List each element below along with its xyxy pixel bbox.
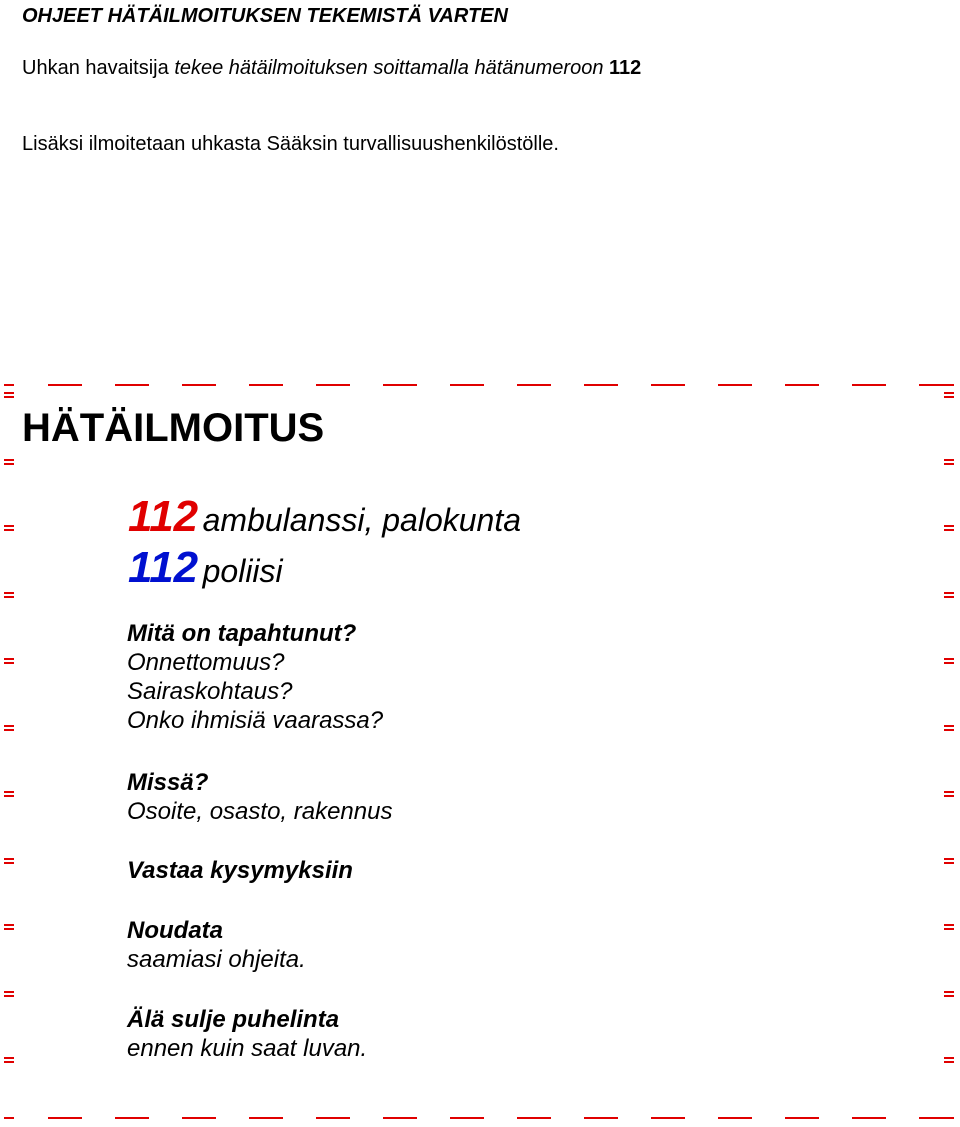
section-answer: Sairaskohtaus? <box>127 678 293 705</box>
frame-bottom-dash <box>785 1117 819 1119</box>
frame-bottom-dash <box>852 1117 886 1119</box>
emergency-number-blue: 112 <box>128 543 199 592</box>
frame-left-tick <box>4 791 14 793</box>
frame-right-tick <box>944 396 954 398</box>
frame-top-dash <box>249 384 283 386</box>
frame-bottom-dash <box>383 1117 417 1119</box>
frame-bottom-dash <box>584 1117 618 1119</box>
frame-left-tick <box>4 463 14 465</box>
section-question: Noudata <box>127 917 223 944</box>
section-question: Älä sulje puhelinta <box>127 1006 340 1033</box>
frame-right-tick <box>944 858 954 860</box>
frame-top-dash <box>316 384 350 386</box>
frame-right-tick <box>944 991 954 993</box>
frame-bottom-dash <box>249 1117 283 1119</box>
intro-text-italic: tekee hätäilmoituksen soittamalla hätänumeroon <box>174 57 610 79</box>
frame-right-tick <box>944 1061 954 1063</box>
frame-corner-tick <box>4 384 14 386</box>
frame-right-tick <box>944 862 954 864</box>
section-what-happened <box>127 619 383 735</box>
frame-left-tick <box>4 592 14 594</box>
section-answer: Onko ihmisiä vaarassa? <box>127 707 384 734</box>
frame-top-dash <box>651 384 685 386</box>
frame-bottom-dash <box>517 1117 551 1119</box>
frame-corner-tick <box>4 1117 14 1119</box>
section-answer: Osoite, osasto, rakennus <box>127 798 393 825</box>
frame-left-tick <box>4 658 14 660</box>
section-answer: ennen kuin saat luvan. <box>127 1035 368 1062</box>
frame-right-tick <box>944 924 954 926</box>
frame-right-tick <box>944 995 954 997</box>
frame-top-dash <box>383 384 417 386</box>
frame-right-tick <box>944 529 954 531</box>
frame-left-tick <box>4 924 14 926</box>
frame-left-tick <box>4 858 14 860</box>
frame-bottom-dash <box>115 1117 149 1119</box>
frame-right-tick <box>944 729 954 731</box>
card-title: HÄTÄILMOITUS <box>22 406 325 450</box>
frame-right-tick <box>944 392 954 394</box>
frame-top-dash <box>450 384 484 386</box>
frame-top-dash <box>584 384 618 386</box>
frame-left-tick <box>4 928 14 930</box>
frame-left-tick <box>4 1057 14 1059</box>
intro-line-security-staff: Lisäksi ilmoitetaan uhkasta Sääksin turvallisuushenkilöstölle. <box>22 133 559 155</box>
phone-line-ambulance-fire <box>128 492 521 545</box>
frame-right-tick <box>944 791 954 793</box>
section-answer: Onnettomuus? <box>127 649 285 676</box>
frame-right-tick <box>944 658 954 660</box>
frame-left-tick <box>4 1061 14 1063</box>
frame-corner-tick <box>944 384 954 386</box>
frame-right-tick <box>944 463 954 465</box>
frame-left-tick <box>4 459 14 461</box>
frame-bottom-dash <box>182 1117 216 1119</box>
frame-left-tick <box>4 525 14 527</box>
frame-bottom-dash <box>316 1117 350 1119</box>
frame-bottom-dash <box>718 1117 752 1119</box>
frame-top-dash <box>718 384 752 386</box>
frame-right-tick <box>944 725 954 727</box>
section-answer: saamiasi ohjeita. <box>127 946 306 973</box>
frame-right-tick <box>944 928 954 930</box>
service-label-police: poliisi <box>202 553 283 589</box>
frame-top-dash <box>115 384 149 386</box>
frame-left-tick <box>4 396 14 398</box>
frame-right-tick <box>944 662 954 664</box>
section-do-not-hang-up <box>127 1005 367 1063</box>
frame-top-dash <box>182 384 216 386</box>
frame-right-tick <box>944 525 954 527</box>
frame-top-dash <box>785 384 819 386</box>
frame-left-tick <box>4 529 14 531</box>
section-where <box>127 768 392 826</box>
frame-left-tick <box>4 862 14 864</box>
frame-left-tick <box>4 991 14 993</box>
section-question: Vastaa kysymyksiin <box>127 857 353 884</box>
emergency-number-red: 112 <box>128 492 199 541</box>
frame-top-dash <box>852 384 886 386</box>
frame-bottom-dash <box>48 1117 82 1119</box>
frame-right-tick <box>944 596 954 598</box>
frame-left-tick <box>4 392 14 394</box>
frame-left-tick <box>4 596 14 598</box>
frame-left-tick <box>4 662 14 664</box>
frame-right-tick <box>944 592 954 594</box>
frame-left-tick <box>4 795 14 797</box>
frame-bottom-dash <box>651 1117 685 1119</box>
phone-line-police <box>128 543 283 596</box>
frame-bottom-dash <box>450 1117 484 1119</box>
page-heading: OHJEET HÄTÄILMOITUKSEN TEKEMISTÄ VARTEN <box>22 5 508 27</box>
section-follow-instructions <box>127 916 306 974</box>
frame-left-tick <box>4 725 14 727</box>
section-question: Mitä on tapahtunut? <box>127 620 357 647</box>
frame-top-dash <box>48 384 82 386</box>
frame-right-tick <box>944 459 954 461</box>
section-answer-questions <box>127 856 353 885</box>
frame-left-tick <box>4 729 14 731</box>
frame-left-tick <box>4 995 14 997</box>
service-label-ambulance-fire: ambulanssi, palokunta <box>202 502 522 538</box>
frame-right-tick <box>944 1057 954 1059</box>
intro-text-plain: Uhkan havaitsija <box>22 57 175 79</box>
frame-corner-tick <box>944 1117 954 1119</box>
frame-top-dash <box>517 384 551 386</box>
intro-emergency-number: 112 <box>609 57 642 79</box>
section-question: Missä? <box>127 769 209 796</box>
frame-right-tick <box>944 795 954 797</box>
